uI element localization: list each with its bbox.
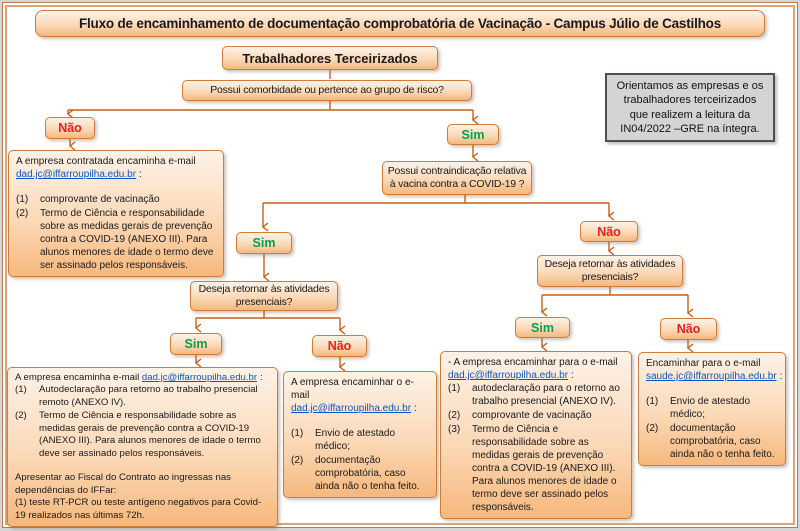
list-marker: (1) [291, 428, 304, 439]
label-return-left-no [312, 335, 367, 357]
box-return-left-yes-intro: A empresa encaminha e-mail [15, 372, 140, 383]
email-line [291, 403, 417, 414]
email-link-dad-jc[interactable]: dad.jc@iffarroupilha.edu.br [291, 403, 412, 414]
label-risk-yes [447, 124, 499, 145]
label-risk-no [45, 117, 95, 139]
email-link-dad-jc[interactable]: dad.jc@iffarroupilha.edu.br [141, 372, 258, 383]
label-return-left-yes [170, 333, 222, 355]
label-risk-no-text: Não [58, 121, 82, 135]
box-no-risk [8, 150, 224, 277]
list-item-text: Termo de Ciência e responsabilidade sobre as medidas gerais de prevenção contra a COVID-19 (ANEXO III). Para alunos menores de idade o termo deve ser assinado pelos responsáveis. [40, 208, 214, 271]
list-marker: (3) [448, 424, 461, 435]
list-item-text: Envio de atestado médico; [670, 396, 751, 420]
box-no-risk-intro: A empresa contratada encaminha e-mail [16, 156, 196, 167]
list-marker: (1) [16, 194, 29, 205]
list-marker: (1) [15, 384, 27, 396]
colon: : [260, 372, 263, 383]
list-item-text: documentação comprobatória, caso ainda não o tenha feito. [670, 423, 775, 460]
question-return-left [190, 281, 338, 311]
label-return-right-no-text: Não [676, 322, 701, 336]
box-return-left-yes-introline [15, 372, 263, 383]
email-line [646, 371, 782, 382]
label-return-right-yes [515, 317, 570, 338]
label-contra-no [580, 221, 638, 242]
email-line [16, 169, 142, 180]
label-risk-yes-text: Sim [461, 127, 485, 142]
list-item-text: Termo de Ciência e responsabilidade sobre as medidas gerais de prevenção contra a COVID-19 (ANEXO III). Para alunos menores de idade o termo deve ser assinado pelos responsáveis. [472, 424, 617, 513]
colon: : [414, 403, 417, 414]
list-item-text: documentação comprobatória, caso ainda não o tenha feito. [315, 455, 420, 492]
fiscal-item [15, 497, 270, 522]
question-contraindication [382, 161, 532, 195]
colon: : [571, 370, 574, 381]
list-marker: (2) [16, 208, 29, 219]
list-marker: (2) [291, 455, 304, 466]
list-marker: (2) [448, 410, 461, 421]
label-return-left-no-text: Não [327, 339, 352, 353]
label-contra-yes-text: Sim [252, 236, 276, 250]
email-line [448, 370, 574, 381]
guidance-note-text: Orientamos as empresas e os trabalhadores terceirizados que realizem a leitura da IN04/2022 –GRE na íntegra. [616, 79, 764, 135]
list-marker: (1) [448, 383, 461, 394]
root-node [222, 46, 438, 70]
page-title-text: Fluxo de encaminhamento de documentação comprobatória de Vacinação - Campus Júlio de Castilhos [78, 16, 722, 31]
label-return-right-yes-text: Sim [531, 320, 554, 335]
question-return-left-text: Deseja retornar às atividades presenciais? [198, 282, 330, 308]
question-risk-group [182, 80, 472, 101]
list-item-text: autodeclaração para o retorno ao trabalho presencial (ANEXO IV). [472, 383, 620, 407]
list-item-text: comprovante de vacinação [472, 410, 592, 421]
box-return-left-yes-list [15, 384, 270, 460]
list-item-text: Autodeclaração para retorno ao trabalho presencial remoto (ANEXO IV). [39, 384, 258, 408]
box-return-right-no-list [646, 395, 778, 461]
list-marker: (2) [15, 410, 27, 422]
box-return-left-no-list [291, 427, 429, 493]
question-return-right-text: Deseja retornar às atividades presenciais? [544, 257, 676, 283]
root-node-text: Trabalhadores Terceirizados [242, 50, 418, 66]
box-return-right-yes-list [448, 382, 624, 514]
list-item-text: comprovante de vacinação [40, 194, 160, 205]
box-return-right-yes-intro: - A empresa encaminhar para o e-mail [448, 357, 618, 368]
label-contra-no-text: Não [597, 224, 621, 239]
list-item-text: teste RT-PCR ou teste antígeno negativos para Covid-19 realizados nas últimas 72h. [15, 497, 262, 521]
list-item-text: Envio de atestado médico; [315, 428, 396, 452]
label-return-left-yes-text: Sim [184, 337, 208, 351]
colon: : [779, 371, 783, 382]
guidance-note [605, 73, 775, 142]
list-marker: (1) [646, 396, 659, 407]
box-return-right-no [638, 352, 786, 466]
box-return-left-no [283, 371, 437, 498]
question-return-right [537, 255, 683, 287]
email-link-dad-jc[interactable]: dad.jc@iffarroupilha.edu.br [16, 169, 137, 180]
box-return-right-no-intro: Encaminhar para o e-mail [646, 358, 761, 369]
email-link-saude-jc[interactable]: saude.jc@iffarroupilha.edu.br [646, 371, 777, 382]
question-risk-group-text: Possui comorbidade ou pertence ao grupo de risco? [210, 83, 444, 96]
label-contra-yes [236, 232, 292, 254]
box-return-left-no-intro: A empresa encaminhar o e-mail [291, 377, 414, 401]
box-no-risk-list [16, 193, 216, 272]
list-item-text: Termo de Ciência e responsabilidade sobre as medidas gerais de prevenção contra a COVID-19 (ANEXO III). Para alunos menores de idade o termo deve ser assinado pelos responsáveis. [39, 410, 261, 459]
fiscal-intro: Apresentar ao Fiscal do Contrato ao ingressas nas dependências do IFFar: [15, 472, 231, 496]
box-return-left-yes [7, 367, 278, 527]
box-return-right-yes [440, 351, 632, 519]
list-marker: (2) [646, 423, 659, 434]
question-contraindication-text: Possui contraindicação relativa à vacina contra a COVID-19 ? [387, 164, 527, 190]
label-return-right-no [660, 318, 717, 340]
list-marker: (1) [15, 497, 27, 509]
colon: : [139, 169, 142, 180]
page-title [35, 10, 765, 37]
email-link-dad-jc[interactable]: dad.jc@iffarroupilha.edu.br [448, 370, 569, 381]
